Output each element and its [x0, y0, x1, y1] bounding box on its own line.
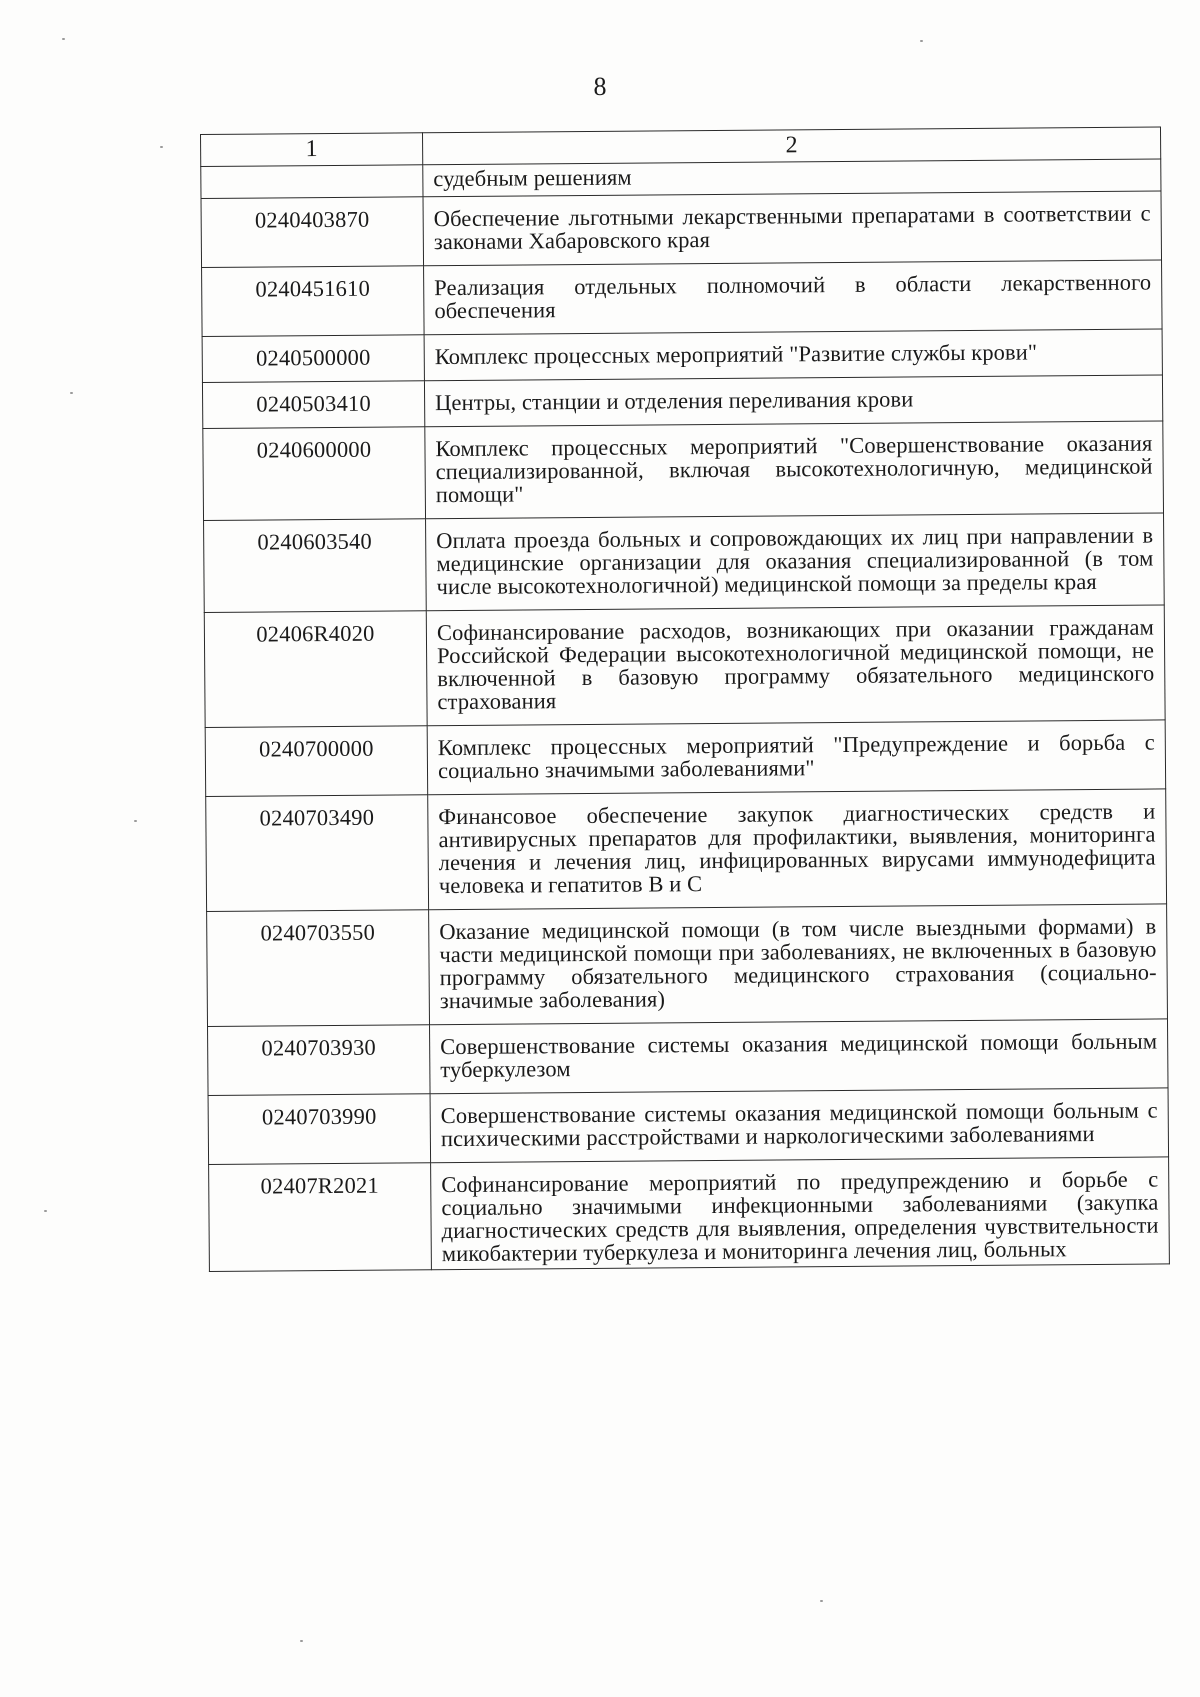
code-cell: 0240703490 — [206, 795, 429, 912]
table-row — [207, 904, 1168, 1027]
table-row — [208, 1019, 1169, 1096]
description-cell: Софинансирование расходов, возникающих при оказании гражданам Российской Федерации высокотехнологичной медицинской помощи, не включенной в базовую программу обязательного медицинского страхования — [426, 605, 1165, 726]
description-cell: Обеспечение льготными лекарственными препаратами в соответствии с законами Хабаровского края — [423, 191, 1162, 266]
code-cell: 0240451610 — [202, 266, 425, 337]
continuation-text: судебным решениям — [423, 159, 1161, 197]
scan-speck — [62, 38, 65, 40]
code-cell: 0240603540 — [204, 519, 427, 613]
budget-classification-table — [200, 126, 1170, 1272]
code-cell: 0240600000 — [203, 427, 426, 521]
scan-speck — [820, 1600, 823, 1602]
code-cell: 0240703930 — [208, 1025, 431, 1096]
column-header-2: 2 — [422, 127, 1160, 165]
scan-speck — [44, 1210, 47, 1212]
table-row — [203, 421, 1164, 521]
description-cell: Совершенствование системы оказания медицинской помощи больным туберкулезом — [430, 1019, 1169, 1094]
scan-speck — [160, 146, 163, 148]
code-cell: 02406R4020 — [204, 611, 427, 728]
description-cell: Совершенствование системы оказания медицинской помощи больным с психическими расстройствами и наркологическими заболеваниями — [430, 1088, 1169, 1163]
table-row — [204, 513, 1165, 613]
description-cell: Оказание медицинской помощи (в том числе выездными формами) в части медицинской помощи при заболеваниях, не включенных в базовую программу обязательного медицинского страхования (социально-значимые заболевания) — [429, 904, 1168, 1025]
scan-speck — [300, 1640, 303, 1642]
table-row — [209, 1157, 1170, 1272]
code-cell-empty — [201, 165, 423, 199]
table-row — [208, 1088, 1169, 1165]
table-row — [205, 720, 1166, 797]
code-cell: 02407R2021 — [209, 1163, 432, 1272]
table-row — [202, 260, 1163, 337]
code-cell: 0240703990 — [208, 1094, 431, 1165]
description-cell: Комплекс процессных мероприятий "Совершенствование оказания специализированной, включая высокотехнологичную, медицинской помощи" — [425, 421, 1164, 519]
description-cell: Финансовое обеспечение закупок диагностических средств и антивирусных препаратов для профилактики, выявления, мониторинга лечения и лечения лиц, инфицированных вирусами иммунодефицита человека и гепатитов В и С — [428, 789, 1167, 910]
page-number: 8 — [593, 72, 607, 101]
table-row — [202, 375, 1162, 429]
description-cell: Комплекс процессных мероприятий "Предупреждение и борьба с социально значимыми заболеваниями" — [427, 720, 1166, 795]
table-row — [201, 191, 1162, 268]
scan-speck — [70, 392, 73, 394]
description-cell: Центры, станции и отделения переливания крови — [424, 375, 1162, 427]
code-cell: 0240403870 — [201, 197, 424, 268]
description-cell: Оплата проезда больных и сопровождающих их лиц при направлении в медицинские организации для оказания специализированной (в том числе высокотехнологичной) медицинской помощи за пределы края — [426, 513, 1165, 611]
code-cell: 0240700000 — [205, 726, 428, 797]
table-row — [202, 329, 1162, 383]
table-row — [206, 789, 1167, 912]
code-cell: 0240500000 — [202, 335, 424, 383]
table-row — [204, 605, 1165, 728]
description-cell: Комплекс процессных мероприятий "Развитие службы крови" — [424, 329, 1162, 381]
code-cell: 0240703550 — [207, 910, 430, 1027]
description-cell: Софинансирование мероприятий по предупреждению и борьбе с социально значимыми инфекционными заболеваниями (закупка диагностических средств для выявления, определения чувствительности микобактерии туберкулеза и мониторинга лечения лиц, больных — [431, 1157, 1170, 1270]
code-cell: 0240503410 — [202, 381, 424, 429]
scan-speck — [134, 820, 137, 822]
column-header-1: 1 — [201, 133, 423, 167]
scan-speck — [920, 40, 923, 42]
description-cell: Реализация отдельных полномочий в области лекарственного обеспечения — [424, 260, 1163, 335]
